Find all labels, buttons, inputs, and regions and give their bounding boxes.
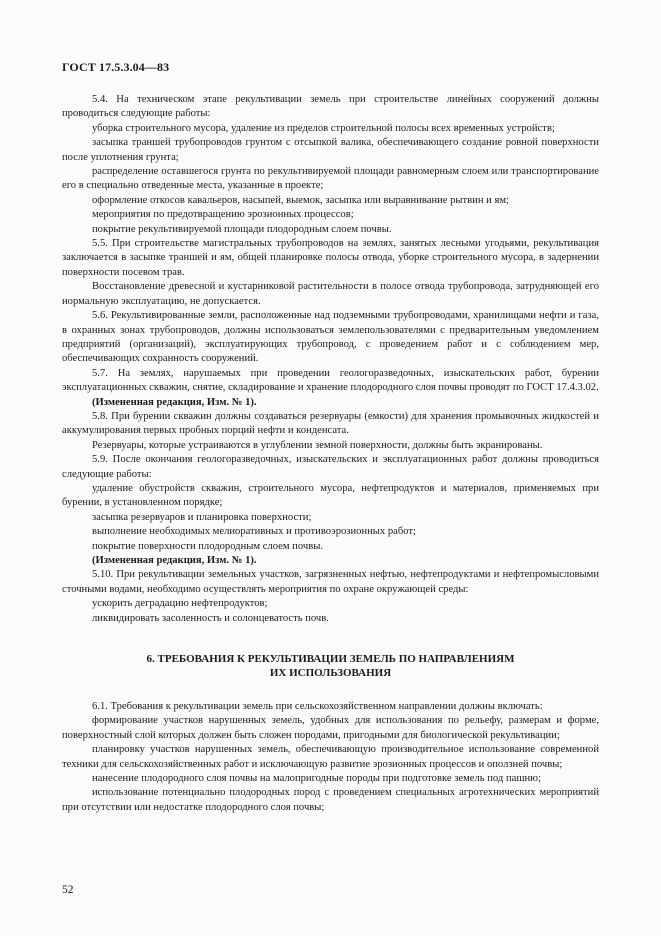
- paragraph: распределение оставшегося грунта по рекультивируемой площади равномерным слоем или транспортирование его в специально отведенные места, указанные в проекте;: [62, 166, 599, 192]
- paragraph: засыпка резервуаров и планировка поверхности;: [92, 511, 312, 523]
- paragraph: 5.4. На техническом этапе рекультивации земель при строительстве линейных сооружений должны проводиться следующие работы:: [62, 94, 599, 120]
- page-number: 52: [62, 884, 74, 896]
- paragraph: формирование участков нарушенных земель, удобных для использования по рельефу, размерам и форме, поверхностный слой которых должен быть сложен породами, пригодными для биологической рекультивации;: [62, 715, 599, 741]
- paragraph: 5.7. На землях, нарушаемых при проведении геологоразведочных, изыскательских работ, бурении эксплуатационных скважин, снятие, складирование и хранение плодородного слоя почвы проводят по ГОСТ 17.4.3.02.: [62, 367, 599, 394]
- amendment-note: (Измененная редакция, Изм. № 1).: [92, 396, 257, 408]
- paragraph: Резервуары, которые устраиваются в углублении земной поверхности, должны быть экранированы.: [92, 439, 543, 451]
- paragraph: 5.5. При строительстве магистральных трубопроводов на землях, занятых лесными угодьями, рекультивация заключается в засыпке траншей и ям, общей планировке полосы отвода, уборке строительного мусора, в задернении поверхности посевом трав.: [62, 238, 599, 278]
- paragraph: ускорить деградацию нефтепродуктов;: [92, 598, 268, 610]
- paragraph: удаление обустройств скважин, строительного мусора, нефтепродуктов и материалов, применяемых при бурении, в установленном порядке;: [62, 482, 599, 509]
- paragraph: уборка строительного мусора, удаление из пределов строительной полосы всех временных устройств;: [92, 122, 555, 134]
- paragraph: 5.6. Рекультивированные земли, расположенные над подземными трубопроводами, хранилищами нефти и газа, в охранных зонах трубопроводов, должны использоваться землепользователями с предварительным уведомлением предприятий (организаций), эксплуатирующих трубопровод, с проведением работ и с соблюдением мер, обеспечивающих сохранность сооружений.: [62, 310, 599, 365]
- section-heading-line-2: ИХ ИСПОЛЬЗОВАНИЯ: [269, 667, 392, 680]
- paragraph: 5.10. При рекультивации земельных участков, загрязненных нефтью, нефтепродуктами и нефтепромысловыми сточными водами, необходимо осуществлять мероприятия по охране окружающей среды:: [62, 569, 599, 595]
- document-header: ГОСТ 17.5.3.04—83: [62, 60, 170, 74]
- section-heading: [62, 652, 599, 680]
- paragraph: 5.9. После окончания геологоразведочных, изыскательских и эксплуатационных работ должны проводиться следующие работы:: [62, 454, 599, 480]
- section-heading-line-1: 6. ТРЕБОВАНИЯ К РЕКУЛЬТИВАЦИИ ЗЕМЕЛЬ ПО НАПРАВЛЕНИЯМ: [146, 653, 515, 666]
- paragraph: нанесение плодородного слоя почвы на малопригодные породы при подготовке земель под пашню;: [92, 773, 542, 785]
- paragraph: мероприятия по предотвращению эрозионных процессов;: [92, 209, 354, 221]
- paragraph: покрытие поверхности плодородным слоем почвы.: [92, 540, 323, 552]
- paragraph: ликвидировать засоленность и солонцеватость почв.: [92, 612, 329, 624]
- paragraph: покрытие рекультивируемой площади плодородным слоем почвы.: [92, 223, 392, 235]
- paragraph: 5.8. При бурении скважин должны создаваться резервуары (емкости) для хранения промывочных жидкостей и аккумулирования первых пробных порций нефти и конденсата.: [62, 410, 599, 437]
- paragraphs-section-6: [62, 700, 599, 815]
- paragraph: оформление откосов кавальеров, насыпей, выемок, засыпка или выравнивание рытвин и ям;: [92, 194, 510, 206]
- amendment-note: (Измененная редакция, Изм. № 1).: [92, 555, 257, 566]
- paragraph: засыпка траншей трубопроводов грунтом с отсыпкой валика, обеспечивающего создание ровной поверхности после уплотнения грунта;: [62, 137, 599, 163]
- document-body: [62, 93, 599, 815]
- paragraphs-section-5: [62, 93, 599, 626]
- paragraph: планировку участков нарушенных земель, обеспечивающую производительное использование современной техники для сельскохозяйственных работ и исключающую развитие эрозионных процессов и оползней почвы;: [62, 744, 599, 770]
- paragraph: 6.1. Требования к рекультивации земель при сельскохозяйственном направлении должны включать:: [92, 701, 543, 713]
- paragraph: выполнение необходимых мелиоративных и противоэрозионных работ;: [92, 526, 416, 538]
- paragraph: использование потенциально плодородных пород с проведением специальных агротехнических мероприятий при отсутствии или недостатке плодородного слоя почвы;: [62, 787, 599, 813]
- paragraph: Восстановление древесной и кустарниковой растительности в полосе отвода трубопровода, затрудняющей его нормальную эксплуатацию, не допускается.: [62, 281, 599, 307]
